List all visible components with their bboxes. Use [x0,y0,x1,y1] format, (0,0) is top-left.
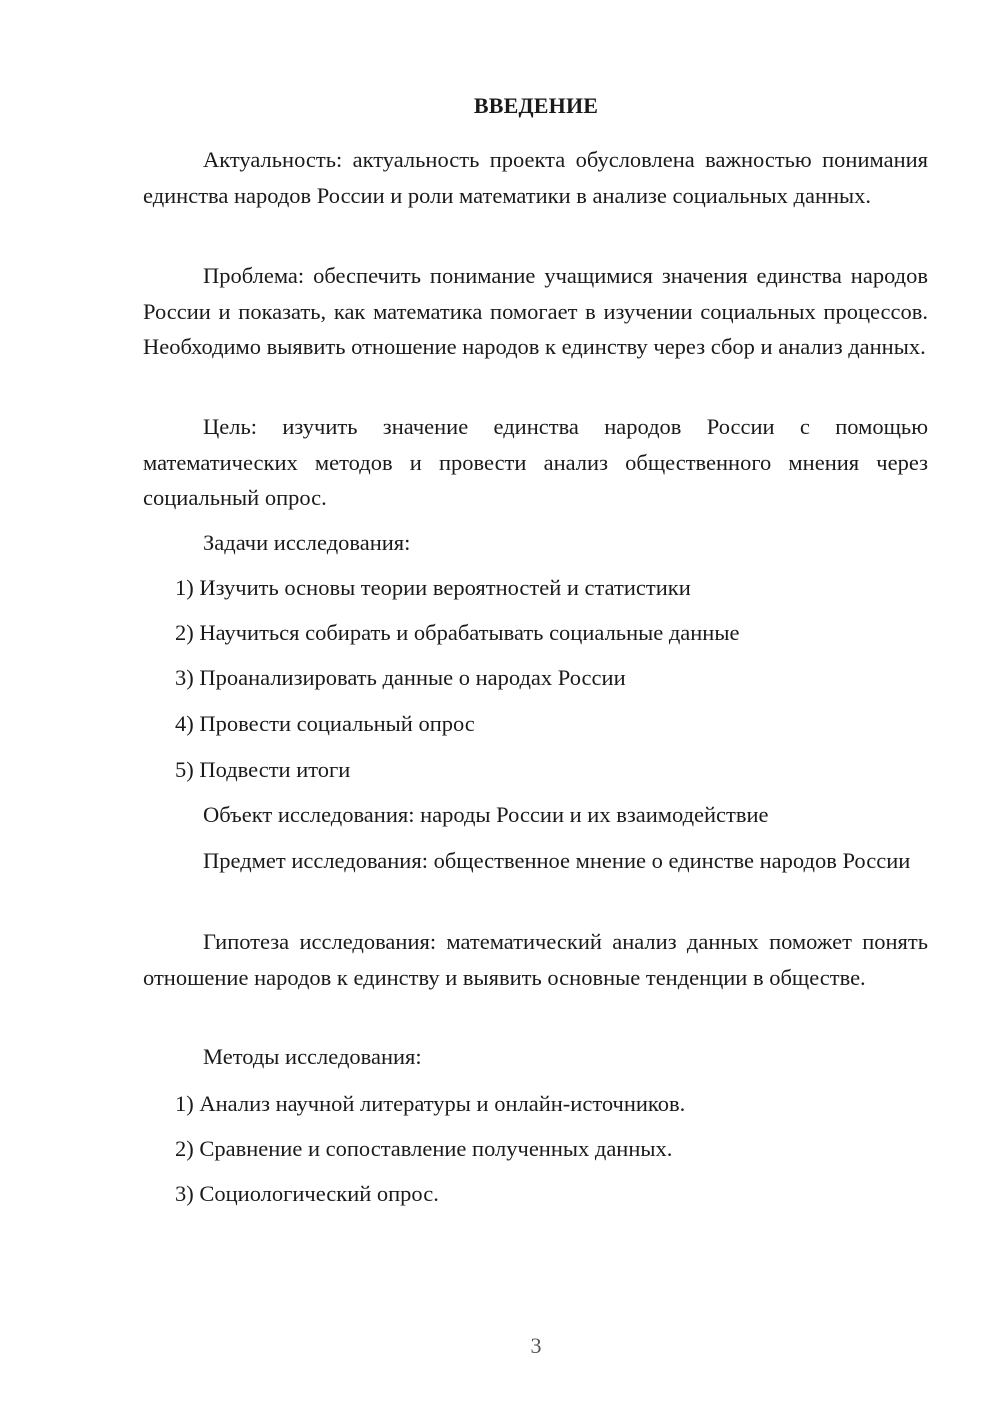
tasks-label: Задачи исследования: [203,530,411,555]
list-item: 5) Подвести итоги [175,757,351,782]
paragraph-relevance: Актуальность: актуальность проекта обусловлена важностью понимания единства народов России и роли математики в анализе социальных данных. [143,147,928,208]
list-item: 2) Научиться собирать и обрабатывать социальные данные [175,620,740,645]
paragraph-object: Объект исследования: народы России и их взаимодействие [203,802,769,827]
list-item: 1) Изучить основы теории вероятностей и статистики [175,575,691,600]
list-item: 3) Проанализировать данные о народах России [175,665,626,690]
list-item: 1) Анализ научной литературы и онлайн-источников. [175,1091,686,1116]
page-number: 3 [530,1333,542,1358]
paragraph-hypothesis: Гипотеза исследования: математический анализ данных поможет понять отношение народов к единству и выявить основные тенденции в обществе. [143,929,928,990]
paragraph-subject: Предмет исследования: общественное мнение о единстве народов России [203,848,911,873]
methods-label: Методы исследования: [203,1044,422,1069]
page-title: ВВЕДЕНИЕ [473,93,599,118]
list-item: 2) Сравнение и сопоставление полученных данных. [175,1136,673,1161]
list-item: 3) Социологический опрос. [175,1181,439,1206]
paragraph-problem: Проблема: обеспечить понимание учащимися значения единства народов России и показать, как математика помогает в изучении социальных процессов. Необходимо выявить отношение народов к единству через сбор и анализ данных. [143,263,928,359]
list-item: 4) Провести социальный опрос [175,711,475,736]
paragraph-goal: Цель: изучить значение единства народов России с помощью математических методов и провести анализ общественного мнения через социальный опрос. [143,414,928,510]
